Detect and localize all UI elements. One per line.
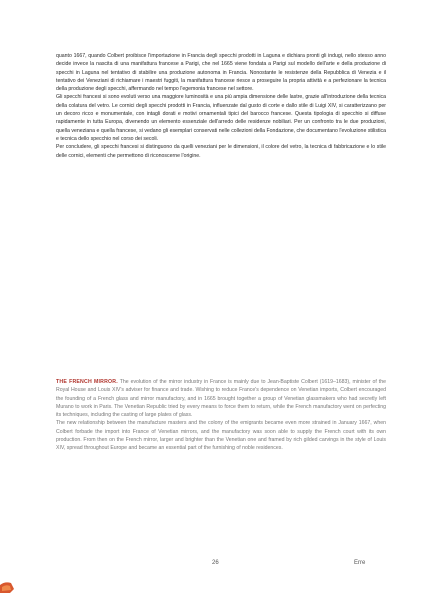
english-paragraph: The new relationship between the manufacture masters and the colony of the emigrants became even more strained in January 1667, when Colbert forbade the import into France of Venetian mirrors, and the manufactory was soon able to supply the French court with its own production. From then on the French mirror, larger and brighter than the Venetian one and framed by rich gilded carvings in the style of Louis XIV, spread throughout Europe and became an essential part of the furnishing of noble residences. bbox=[56, 420, 386, 452]
english-paragraph bbox=[56, 378, 386, 419]
italian-paragraph: Per concludere, gli specchi francesi si distinguono da quelli veneziani per le dimensioni, il colore del vetro, la tecnica di fabbricazione e lo stile delle cornici, elementi che permettono di riconoscerne l'origine. bbox=[56, 144, 386, 159]
section-title: THE FRENCH MIRROR. bbox=[56, 379, 118, 385]
running-title: Erre bbox=[354, 560, 366, 566]
english-text-section bbox=[56, 378, 386, 453]
page-number: 26 bbox=[212, 560, 219, 566]
italian-text-section bbox=[56, 52, 386, 160]
corner-tab-icon bbox=[0, 579, 14, 593]
english-paragraph-text: The evolution of the mirror industry in France is mainly due to Jean-Baptiste Colbert (1619–1683), minister of the Royal House and Louis XIV's adviser for finance and trade. Wishing to reduce France's dependence on Venetian imports, Colbert encouraged the founding of a French glass and mirror manufactory, and in 1665 brought together a group of Venetian glassmakers who had secretly left Murano to work in Paris. The Venetian Republic tried by every means to force them to return, while the French manufactory went on perfecting its techniques, including the casting of large plates of glass. bbox=[56, 379, 386, 419]
italian-paragraph: quanto 1667, quando Colbert proibisce l'importazione in Francia degli specchi prodotti in Laguna e dichiara pronti gli indugi, nello stesso anno decide invece la nascita di una manifattura francese a Parigi, che nel 1665 viene fondata a Parigi sul modello dell'arte e della produzione di specchi in Laguna nel tentativo di stabilire una produzione autonoma in Francia. Nonostante le resistenze della Repubblica di Venezia e il tentativo dei Veneziani di richiamare i maestri fuggiti, la manifattura francese riesce a proseguire la propria attività e a perfezionare la tecnica della produzione degli specchi, affermando nel tempo l'egemonia francese nel settore. bbox=[56, 53, 386, 93]
italian-paragraph: Gli specchi francesi si sono evoluti verso una maggiore luminosità e una più ampia dimensione delle lastre, grazie all'introduzione della tecnica della colatura del vetro. Le cornici degli specchi prodotti in Francia, influenzate dal gusto di corte e dallo stile di Luigi XIV, si caratterizzano per un decoro ricco e monumentale, con intagli dorati e motivi ornamentali tipici del barocco francese. Questa tipologia di specchio si diffuse rapidamente in tutta Europa, divenendo un elemento essenziale dell'arredo delle residenze nobiliari. Per un confronto tra le due produzioni, quella veneziana e quella francese, si vedano gli esemplari conservati nelle collezioni della Fondazione, che documentano l'evoluzione stilistica e tecnica dello specchio nel corso dei secoli. bbox=[56, 94, 386, 142]
